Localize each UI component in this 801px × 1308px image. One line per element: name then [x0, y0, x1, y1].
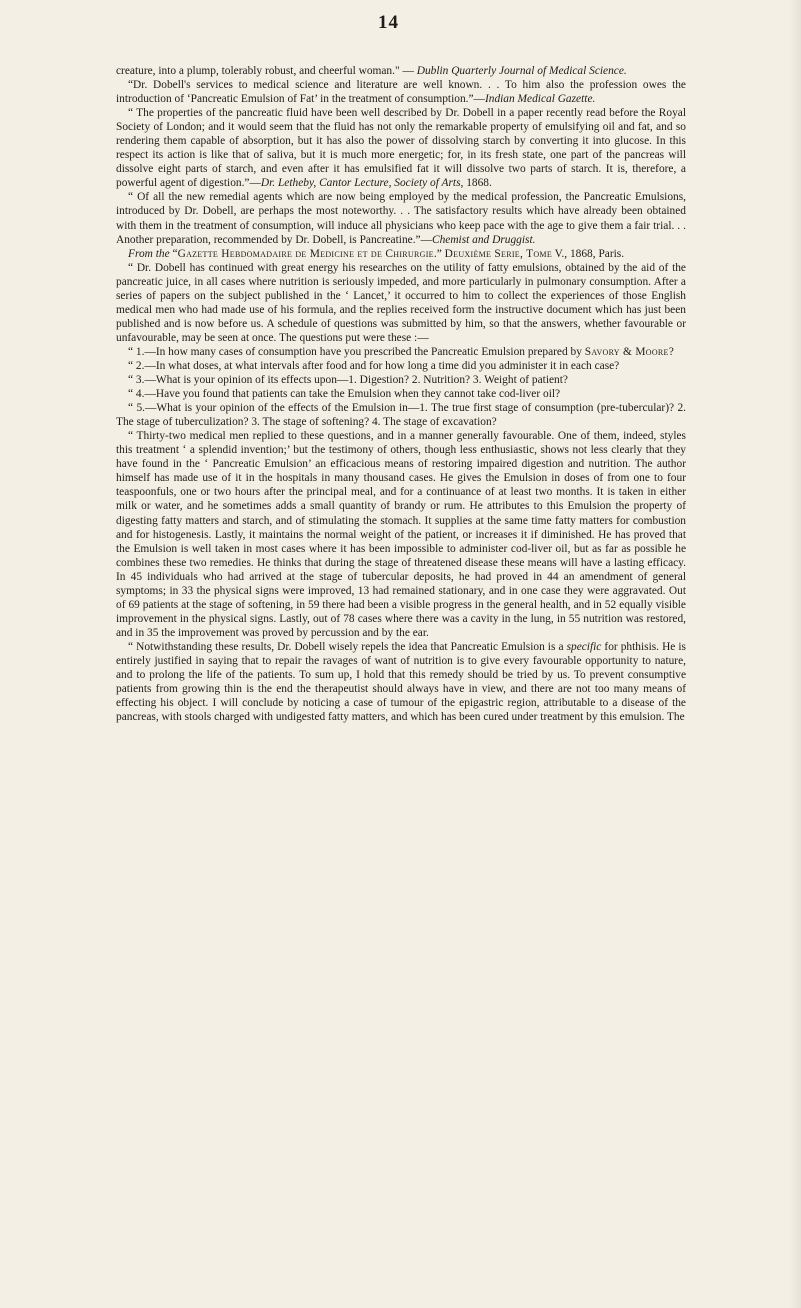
- paragraph: [116, 190, 686, 246]
- small-caps-text: Savory & Moore: [584, 345, 669, 358]
- paragraph: [116, 106, 686, 190]
- text-run: “ The properties of the pancreatic fluid have been well described by Dr. Dobell in a paper recently read before the Royal Society of London; and it would seem that the fluid has not only the remarkable property of emulsifying oil and fat, and so rendering them capable of absorption, but it has also the power of dissolving starch by converting it into glucose. In this respect its action is like that of saliva, but it is much more energetic; for, in its fresh state, one part of the pancreas will dissolve eight parts of starch, and even after it has emulsified fat it will dissolve two parts of starch. It is, therefore, a powerful agent of digestion.”—: [116, 107, 686, 190]
- text-run: “ 5.—What is your opinion of the effects of the Emulsion in—1. The true first stage of consumption (pre-tubercular)? 2. The stage of tuberculization? 3. The stage of softening? 4. The stage of excavation?: [116, 402, 686, 429]
- small-caps-text: Gazette Hebdomadaire de Medicine et de Chirurgie: [177, 247, 434, 260]
- small-caps-text: Deuxième Serie, Tome: [444, 247, 553, 260]
- paragraph: [116, 64, 686, 78]
- italic-citation: Dr. Letheby, Cantor Lecture, Society of Arts,: [260, 177, 464, 190]
- text-run: “ 1.—In how many cases of consumption have you prescribed the Pancreatic Emulsion prepared by: [128, 345, 585, 358]
- text-run: .”: [433, 247, 445, 260]
- paragraph: [116, 429, 686, 640]
- text-run: “ Of all the new remedial agents which are now being employed by the medical profession, the Pancreatic Emulsions, introduced by Dr. Dobell, are perhaps the most noteworthy. . . The satisfactory results which have already been obtained with them in the treatment of consumption, will induce all physicians who keep pace with the age to give them a fair trial. . . Another preparation, recommended by Dr. Dobell, is Pancreatine.”—: [116, 191, 686, 246]
- questionnaire-item: [116, 345, 686, 359]
- text-run: “ 2.—In what doses, at what intervals after food and for how long a time did you administer it in each case?: [128, 359, 620, 372]
- questionnaire-item: [116, 401, 686, 429]
- text-run: “ Dr. Dobell has continued with great energy his researches on the utility of fatty emulsions, obtained by the aid of the pancreatic juice, in all cases where nutrition is seriously impeded, and more particularly in pulmonary consumption. After a series of papers on the subject published in the ‘ Lancet,’ it occurred to him to collect the experiences of those English medical men who had made use of his formula, and the replies received form the instructive document which has just been published and is now before us. A schedule of questions was submitted by him, so that the answers, whether favourable or unfavourable, may be seen at once. The questions put were these :—: [116, 261, 686, 344]
- text-run: creature, into a plump, tolerably robust, and cheerful woman." —: [116, 65, 417, 77]
- text-run: V., 1868, Paris.: [552, 247, 625, 260]
- text-run: for phthisis. He is entirely justified in saying that to repair the ravages of want of nutrition is to give every favourable opportunity to nature, and to prolong the life of the patients. To sum up, I hold that this remedy should be tried by us. To prevent consumptive patients from growing thin is the end the therapeutist should always have in view, and there are not too many means of effecting his object. I will conclude by noticing a case of tumour of the epigastric region, attributable to a disease of the pancreas, with stools charged with undigested fatty matters, and which has been cured under treatment by this emulsion. The: [116, 640, 686, 724]
- text-run: “ Notwithstanding these results, Dr. Dobell wisely repels the idea that Pancreatic Emulsion is a: [128, 640, 567, 653]
- body-text: [116, 64, 686, 724]
- text-run: 1868.: [463, 177, 492, 190]
- text-run: “ Thirty-two medical men replied to these questions, and in a manner generally favourable. One of them, indeed, styles this treatment ‘ a splendid invention;’ but the testimony of others, though less enthusiastic, shows not less clearly that they have found in the ‘ Pancreatic Emulsion’ an efficacious means of restoring impaired digestion and nutrition. The author himself has made use of it in the hospitals in many thousand cases. He gives the Emulsion in doses of from one to four teaspoonfuls, one or two hours after the principal meal, and for a continuance of at least two months. It is taken in either milk or water, and he sometimes adds a small quantity of brandy or rum. He attributes to this Emulsion the property of digesting fatty matters and starch, and of stimulating the stomach. It supplies at the same time fatty matters for combustion and for histogenesis. Lastly, it maintains the normal weight of the patient, or increases it if diminished. He has proved that the Emulsion is well taken in most cases where it has been impossible to administer cod-liver oil, but as far as possible he combines these two remedies. He thinks that during the stage of threatened disease these means will have a lasting efficacy. In 45 individuals who had arrived at the stage of tubercular deposits, he had proved in 44 an amendment of general symptoms; in 33 the physical signs were improved, 13 had remained stationary, and in one case they were aggravated. Out of 69 patients at the stage of softening, in 59 there had been a visible progress in the general health, and in 52 equally visible improvement in the physical signs. Lastly, out of 78 cases where there was a cavity in the lung, in 55 nutrition was restored, and in 35 the improvement was proved by percussion and by the ear.: [116, 430, 686, 639]
- italic-citation: Dublin Quarterly Journal of Medical Science.: [416, 65, 627, 77]
- questionnaire-item: [116, 373, 686, 387]
- italic-citation: Indian Medical Gazette.: [484, 93, 596, 106]
- questionnaire-item: [116, 359, 686, 373]
- text-run: ?: [668, 345, 674, 358]
- paragraph: [116, 640, 686, 724]
- paragraph: [116, 78, 686, 106]
- questionnaire-item: [116, 387, 686, 401]
- italic-citation: From the: [128, 247, 170, 260]
- page-number: 14: [378, 12, 399, 33]
- italic-citation: Chemist and Druggist.: [431, 233, 536, 246]
- text-run: “Dr. Dobell's services to medical science and literature are well known. . . To him also the profession owes the introduction of ‘Pancreatic Emulsion of Fat’ in the treatment of consumption.”—: [116, 79, 686, 106]
- paragraph: [116, 261, 686, 345]
- text-run: “ 3.—What is your opinion of its effects upon—1. Digestion? 2. Nutrition? 3. Weight of patient?: [128, 374, 568, 387]
- text-run: “ 4.—Have you found that patients can take the Emulsion when they cannot take cod-liver oil?: [128, 388, 561, 401]
- text-run: “: [169, 247, 178, 260]
- page-edge-shadow: [789, 0, 801, 1308]
- paragraph: [116, 247, 686, 261]
- italic-citation: specific: [566, 640, 602, 653]
